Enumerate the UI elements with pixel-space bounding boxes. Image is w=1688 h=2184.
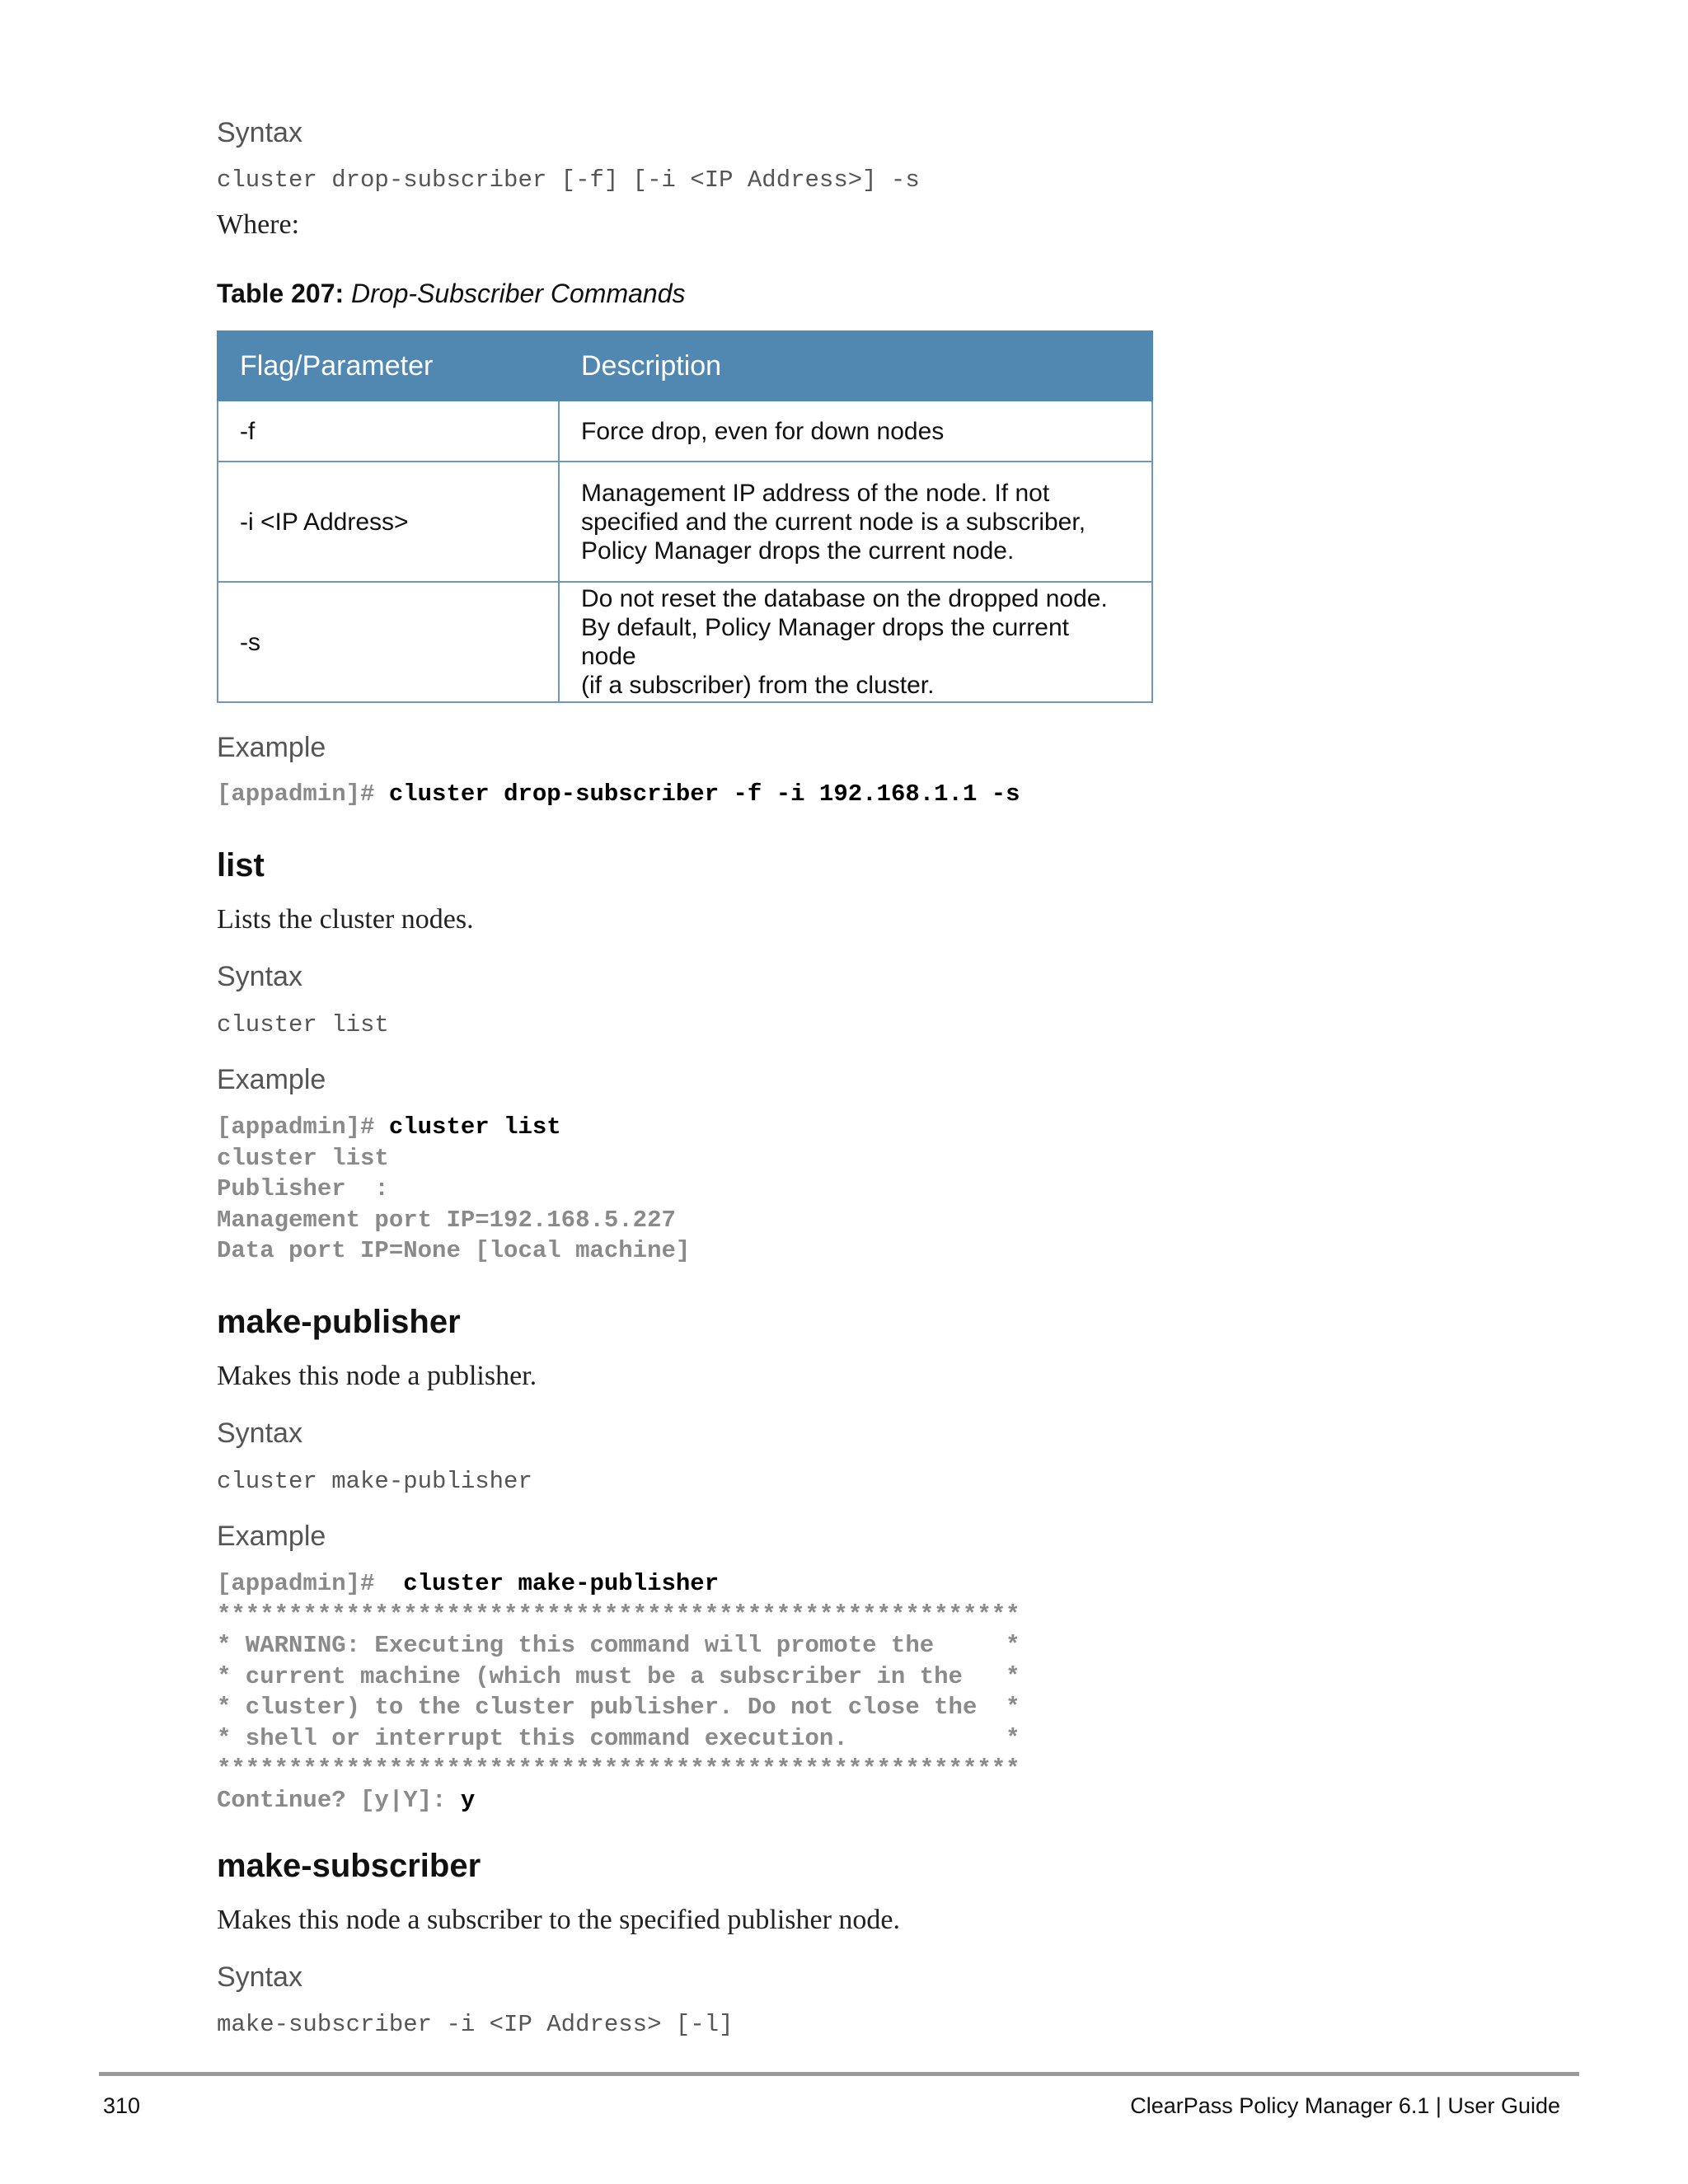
- output-line: Data port IP=None [local machine]: [217, 1237, 691, 1264]
- table-row: [218, 401, 1152, 462]
- description-line: Management IP address of the node. If not: [581, 479, 1050, 507]
- output-line: Publisher :: [217, 1175, 389, 1202]
- syntax-code: make-subscriber -i <IP Address> [-l]: [217, 2011, 734, 2038]
- example-code: [217, 779, 1020, 810]
- syntax-heading: Syntax: [217, 117, 302, 148]
- example-heading: Example: [217, 732, 326, 763]
- where-text: Where:: [217, 209, 300, 240]
- example-heading: Example: [217, 1521, 326, 1552]
- output-line: ********************************************************: [217, 1601, 1020, 1629]
- list-description: Lists the cluster nodes.: [217, 904, 474, 935]
- continue-answer: y: [460, 1786, 476, 1814]
- description-line: Do not reset the database on the dropped node.: [581, 585, 1108, 612]
- output-line: Management port IP=192.168.5.227: [217, 1206, 676, 1234]
- page-number: 310: [103, 2093, 141, 2118]
- param-cell: -i <IP Address>: [218, 462, 559, 582]
- parameters-table: [217, 330, 1153, 703]
- syntax-heading: Syntax: [217, 1961, 302, 1993]
- syntax-heading: Syntax: [217, 1418, 302, 1449]
- description-cell: [559, 462, 1152, 582]
- example-heading: Example: [217, 1064, 326, 1095]
- output-line: * WARNING: Executing this command will promote the *: [217, 1632, 1020, 1659]
- description-line: specified and the current node is a subscriber,: [581, 508, 1086, 536]
- syntax-heading: Syntax: [217, 961, 302, 992]
- description-line: Policy Manager drops the current node.: [581, 537, 1015, 565]
- shell-prompt: [appadmin]#: [217, 780, 375, 808]
- table-header-row: [218, 331, 1152, 401]
- section-title-make-publisher: make-publisher: [217, 1304, 461, 1340]
- description-line: Force drop, even for down nodes: [581, 417, 945, 445]
- description-line: (if a subscriber) from the cluster.: [581, 672, 935, 699]
- make-publisher-description: Makes this node a publisher.: [217, 1361, 537, 1391]
- example-code: [217, 1112, 690, 1267]
- description-cell: [559, 582, 1152, 702]
- syntax-code: cluster drop-subscriber [-f] [-i <IP Address>] -s: [217, 166, 920, 194]
- param-cell: -f: [218, 401, 559, 462]
- output-line: * cluster) to the cluster publisher. Do not close the *: [217, 1694, 1020, 1721]
- shell-command: cluster list: [388, 1113, 561, 1141]
- column-header-parameter: Flag/Parameter: [218, 331, 559, 401]
- syntax-code: cluster make-publisher: [217, 1468, 532, 1495]
- footer-divider: [99, 2072, 1579, 2076]
- document-title: ClearPass Policy Manager 6.1 | User Guide: [1130, 2093, 1560, 2118]
- syntax-code: cluster list: [217, 1011, 389, 1038]
- output-line: ********************************************************: [217, 1755, 1020, 1783]
- example-code: [217, 1568, 1020, 1816]
- section-title-make-subscriber: make-subscriber: [217, 1848, 481, 1884]
- shell-prompt: [appadmin]#: [217, 1113, 375, 1141]
- output-line: cluster list: [217, 1144, 389, 1172]
- shell-command: cluster drop-subscriber -f -i 192.168.1.1 -s: [388, 780, 1020, 808]
- table-label: Table 207:: [217, 279, 345, 308]
- shell-prompt: [appadmin]#: [217, 1570, 375, 1597]
- param-cell: -s: [218, 582, 559, 702]
- table-row: [218, 462, 1152, 582]
- continue-prompt: Continue? [y|Y]:: [217, 1786, 447, 1814]
- shell-command: cluster make-publisher: [403, 1570, 720, 1597]
- output-line: * current machine (which must be a subscriber in the *: [217, 1662, 1020, 1690]
- table-title: Drop-Subscriber Commands: [351, 279, 686, 308]
- table-row: [218, 582, 1152, 702]
- description-line: By default, Policy Manager drops the current node: [581, 614, 1069, 670]
- output-line: * shell or interrupt this command execution. *: [217, 1724, 1020, 1752]
- section-title-list: list: [217, 847, 265, 883]
- column-header-description: Description: [559, 331, 1152, 401]
- make-subscriber-description: Makes this node a subscriber to the specified publisher node.: [217, 1905, 901, 1935]
- description-cell: [559, 401, 1152, 462]
- table-caption: [217, 279, 686, 309]
